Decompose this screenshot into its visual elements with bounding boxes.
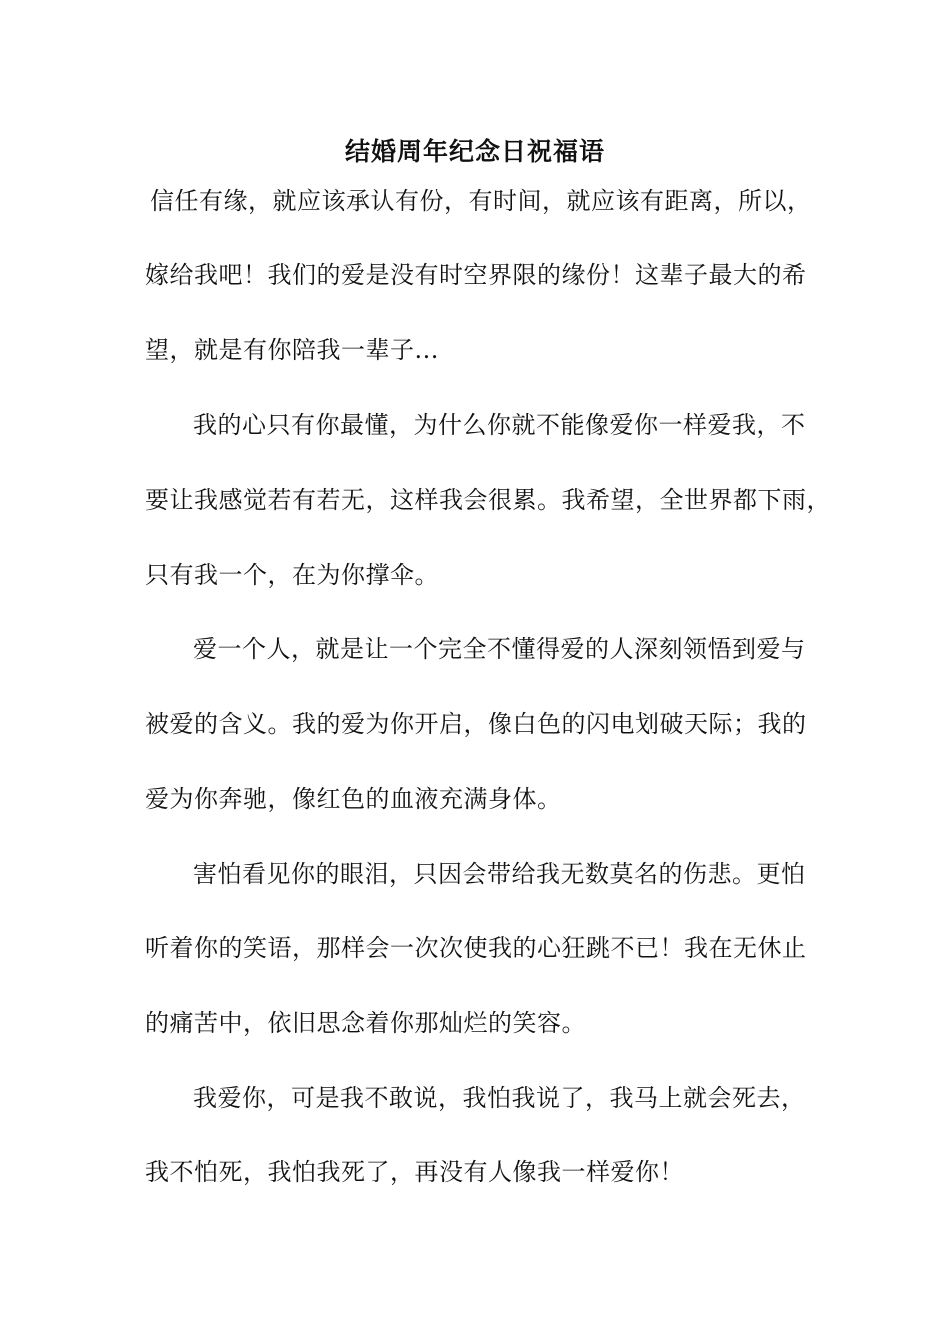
paragraph-3-line-1: 爱一个人，就是让一个完全不懂得爱的人深刻领悟到爱与 xyxy=(193,635,806,663)
paragraph-1-line-2: 嫁给我吧！我们的爱是没有时空界限的缘份！这辈子最大的希 xyxy=(145,261,807,289)
paragraph-2-line-3: 只有我一个，在为你撑伞。 xyxy=(145,561,439,589)
paragraph-3-line-3: 爱为你奔驰，像红色的血液充满身体。 xyxy=(145,785,562,813)
paragraph-1-line-1: 信任有缘，就应该承认有份，有时间，就应该有距离，所以， xyxy=(150,187,812,215)
paragraph-4-line-1: 害怕看见你的眼泪，只因会带给我无数莫名的伤悲。更怕 xyxy=(193,860,806,888)
document-title: 结婚周年纪念日祝福语 xyxy=(344,137,605,166)
paragraph-5-line-1: 我爱你，可是我不敢说，我怕我说了，我马上就会死去， xyxy=(193,1084,806,1112)
paragraph-2-line-1: 我的心只有你最懂，为什么你就不能像爱你一样爱我，不 xyxy=(193,411,806,439)
paragraph-3-line-2: 被爱的含义。我的爱为你开启，像白色的闪电划破天际；我的 xyxy=(145,710,807,738)
paragraph-4-line-3: 的痛苦中，依旧思念着你那灿烂的笑容。 xyxy=(145,1009,586,1037)
paragraph-5-line-2: 我不怕死，我怕我死了，再没有人像我一样爱你！ xyxy=(145,1158,684,1186)
paragraph-1-line-3: 望，就是有你陪我一辈子... xyxy=(145,336,439,364)
paragraph-4-line-2: 听着你的笑语，那样会一次次使我的心狂跳不已！我在无休止 xyxy=(145,934,807,962)
paragraph-2-line-2: 要让我感觉若有若无，这样我会很累。我希望，全世界都下雨， xyxy=(145,486,831,514)
